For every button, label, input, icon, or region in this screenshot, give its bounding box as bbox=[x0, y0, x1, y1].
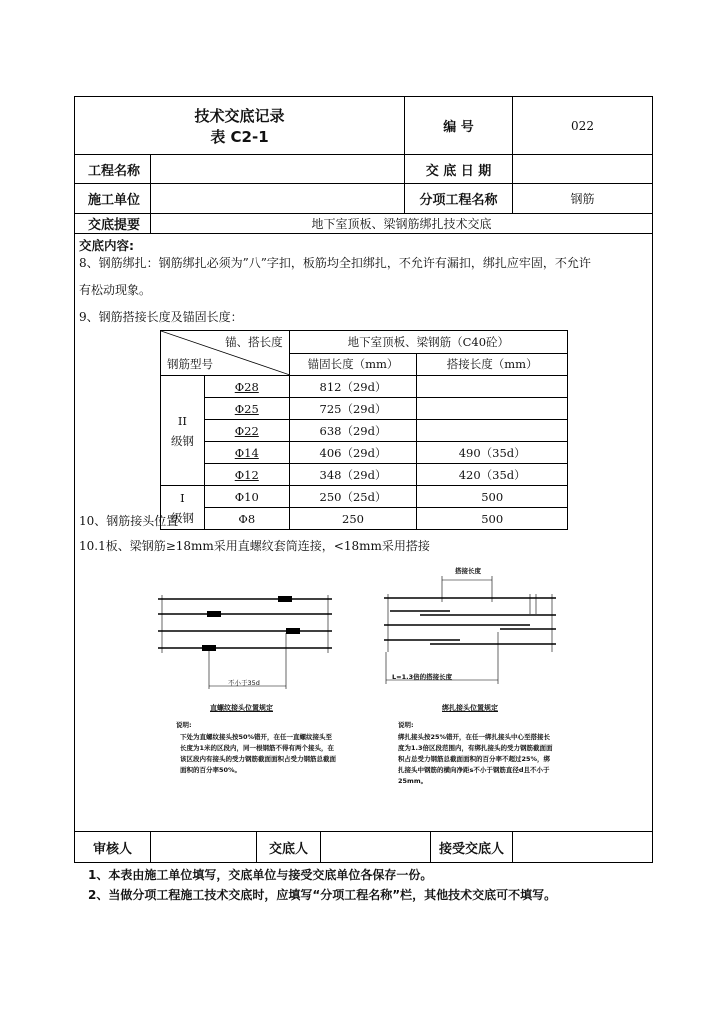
footnote-1: 1、本表由施工单位填写，交底单位与接受交底单位各保存一份。 bbox=[88, 868, 433, 882]
project-name-label: 工程名称 bbox=[88, 163, 141, 179]
anchor-cell: 812（29d） bbox=[289, 376, 417, 398]
grade-2-text: 级钢 bbox=[170, 433, 194, 448]
frame-bottom bbox=[74, 862, 653, 863]
anchor-cell: 406（29d） bbox=[289, 442, 417, 464]
anchor-cell: 348（29d） bbox=[289, 464, 417, 486]
sub-project-label: 分项工程名称 bbox=[419, 193, 498, 208]
lap-note-text: 绑扎接头按25%错开，在任一绑扎接头中心至搭接长度为1.3倍区段范围内，有绑扎接头的受力钢筋截面面积占总受力钢筋总截面面积的百分率不超过25%，绑扎接头中钢筋的横向净距s不小于钢筋直径d且不小于25mm。 bbox=[398, 733, 553, 785]
para-8-line-2: 有松动现象。 bbox=[79, 283, 152, 297]
table-row bbox=[161, 464, 568, 486]
col-anchor-header: 锚固长度（mm） bbox=[289, 353, 417, 376]
number-value: 022 bbox=[571, 118, 594, 133]
lap-cell bbox=[417, 420, 568, 442]
row-line-5 bbox=[74, 831, 653, 832]
anchor-cell: 250 bbox=[289, 508, 417, 530]
grade-2-roman: II bbox=[177, 413, 187, 428]
lap-dim-bottom: L=1.3倍的搭接长度 bbox=[392, 673, 453, 681]
vdiv-sign-1 bbox=[150, 831, 151, 862]
coupler-caption: 直螺纹接头位置规定 bbox=[210, 704, 273, 712]
size-cell: Φ25 bbox=[204, 398, 289, 420]
frame-right bbox=[652, 96, 653, 863]
lap-cell bbox=[417, 376, 568, 398]
row-line-4 bbox=[74, 233, 653, 234]
para-10-1: 10.1板、梁钢筋≥18mm采用直螺纹套筒连接，<18mm采用搭接 bbox=[79, 539, 430, 553]
discloser-label: 交底人 bbox=[268, 841, 308, 857]
coupler-note-title: 说明: bbox=[176, 721, 192, 729]
lap-caption: 绑扎接头位置规定 bbox=[442, 704, 498, 712]
frame-left bbox=[74, 96, 75, 863]
date-value bbox=[513, 155, 652, 183]
corner-top-label: 锚、搭长度 bbox=[225, 335, 283, 349]
coupler-note-text: 下处为直螺纹接头按50%错开，在任一直螺纹接头至长度为1米的区段内，同一根钢筋不得有两个接头，在该区段内有接头的受力钢筋截面面积占受力钢筋总截面面积的百分率50%。 bbox=[180, 733, 336, 774]
title-line-1: 技术交底记录 bbox=[194, 106, 285, 125]
contractor-label: 施工单位 bbox=[88, 193, 141, 208]
para-9: 9、钢筋搭接长度及锚固长度： bbox=[79, 310, 243, 324]
date-label: 交 底 日 期 bbox=[425, 163, 492, 179]
footnote-2: 2、当做分项工程施工技术交底时，应填写“分项工程名称”栏，其他技术交底可不填写。 bbox=[88, 888, 557, 902]
para-10: 10、钢筋接头位置 bbox=[79, 514, 179, 528]
project-name-value bbox=[156, 155, 402, 183]
coupler-dim-label: 不小于35d bbox=[228, 679, 260, 687]
lap-cell bbox=[417, 398, 568, 420]
col-lap-header: 搭接长度（mm） bbox=[417, 353, 568, 376]
summary-label: 交底提要 bbox=[88, 218, 141, 233]
form-title bbox=[75, 97, 404, 154]
reviewer-label: 审核人 bbox=[92, 841, 132, 857]
vdiv-sign-3 bbox=[320, 831, 321, 862]
anchor-cell: 638（29d） bbox=[289, 420, 417, 442]
size-cell: Φ28 bbox=[204, 376, 289, 398]
title-line-2: 表 C2-1 bbox=[210, 127, 269, 146]
table-corner-cell bbox=[161, 331, 290, 376]
lap-note-title: 说明: bbox=[398, 721, 414, 729]
group-header: 地下室顶板、梁钢筋（C40砼） bbox=[289, 331, 567, 354]
lap-cell: 500 bbox=[417, 508, 568, 530]
size-cell: Φ12 bbox=[204, 464, 289, 486]
table-row bbox=[161, 420, 568, 442]
anchor-cell: 725（29d） bbox=[289, 398, 417, 420]
rebar-length-table bbox=[160, 330, 568, 530]
table-row bbox=[161, 442, 568, 464]
size-cell: Φ10 bbox=[204, 486, 289, 508]
content-heading: 交底内容: bbox=[79, 238, 134, 253]
contractor-value bbox=[156, 184, 402, 213]
table-row bbox=[161, 486, 568, 508]
grade-1-roman: I bbox=[180, 490, 185, 505]
size-cell: Φ8 bbox=[204, 508, 289, 530]
vdiv-sign-5 bbox=[512, 831, 513, 862]
lap-dim-top: 搭接长度 bbox=[455, 567, 481, 575]
grade-1-text: 级钢 bbox=[170, 510, 194, 525]
summary-value: 地下室顶板、梁钢筋绑扎技术交底 bbox=[311, 217, 492, 231]
lap-cell: 420（35d） bbox=[417, 464, 568, 486]
corner-bottom-label: 钢筋型号 bbox=[167, 357, 213, 371]
lap-cell: 490（35d） bbox=[417, 442, 568, 464]
table-row bbox=[161, 376, 568, 398]
lap-cell: 500 bbox=[417, 486, 568, 508]
size-cell: Φ22 bbox=[204, 420, 289, 442]
table-row bbox=[161, 508, 568, 530]
para-8-line-1: 8、钢筋绑扎：钢筋绑扎必须为”八”字扣，板筋均全扣绑扎，不允许有漏扣，绑扎应牢固，不允许 bbox=[79, 256, 591, 270]
grade-2-label bbox=[161, 376, 205, 486]
number-label: 编 号 bbox=[443, 120, 474, 135]
size-cell: Φ14 bbox=[204, 442, 289, 464]
anchor-cell: 250（25d） bbox=[289, 486, 417, 508]
sub-project-value: 钢筋 bbox=[570, 192, 595, 206]
receiver-label: 接受交底人 bbox=[438, 841, 504, 857]
table-row bbox=[161, 398, 568, 420]
